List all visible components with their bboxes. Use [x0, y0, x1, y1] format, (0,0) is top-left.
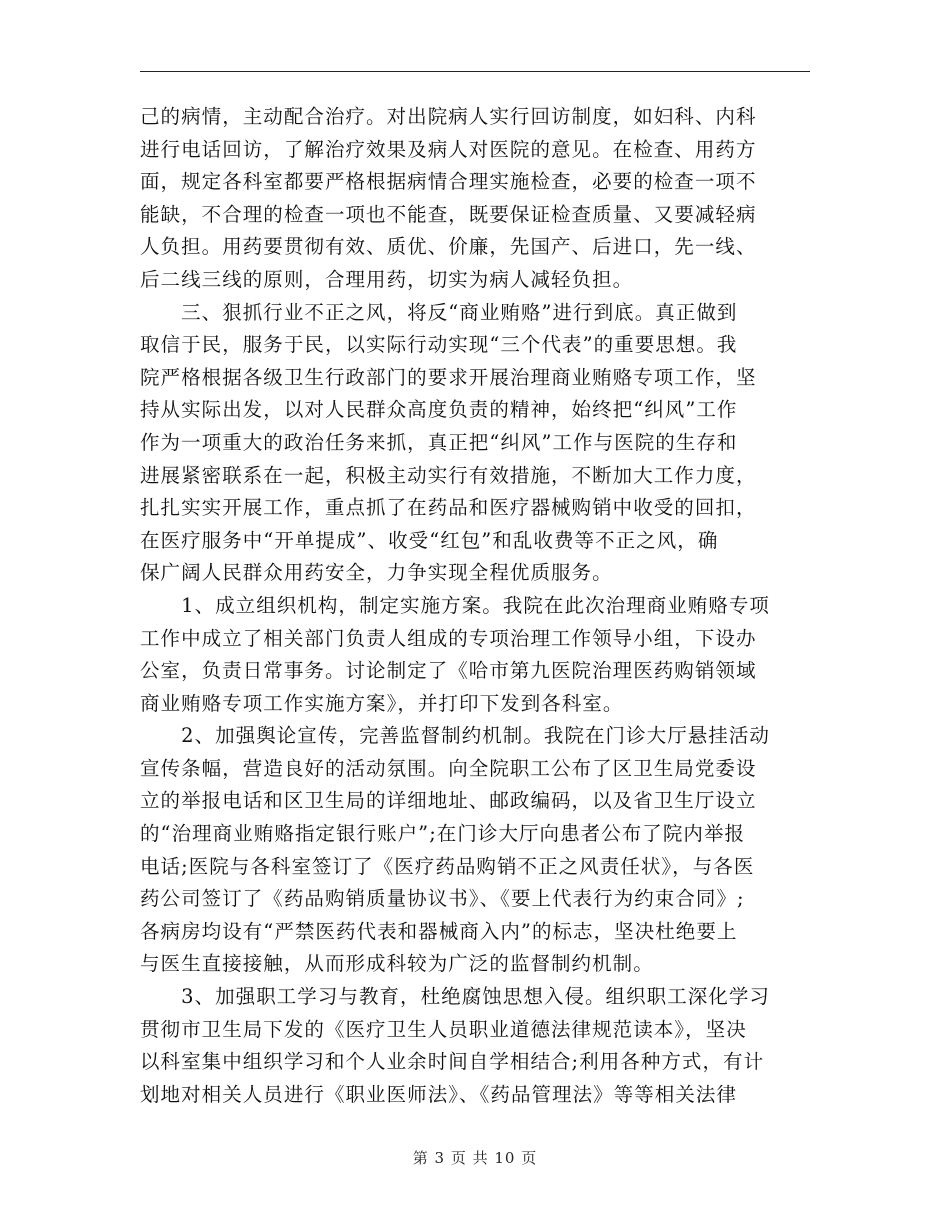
text-line: 各病房均设有“严禁医药代表和器械商入内”的标志，坚决杜绝要上 — [140, 919, 738, 943]
text-line: 贯彻市卫生局下发的《医疗卫生人员职业道德法律规范读本》，坚决 — [140, 1017, 747, 1041]
text-line: 药公司签订了《药品购销质量协议书》、《要上代表行为约束合同》; — [140, 887, 745, 911]
text-line: 电话;医院与各科室签订了《医疗药品购销不正之风责任状》，与各医 — [140, 854, 755, 878]
page-number-label: 第 3 页 共 10 页 — [412, 1149, 538, 1167]
text-line: 院严格根据各级卫生行政部门的要求开展治理商业贿赂专项工作，坚 — [140, 365, 757, 389]
text-line: 保广阔人民群众用药安全，力争实现全程优质服务。 — [140, 561, 613, 585]
text-line: 持从实际出发，以对人民群众高度负责的精神，始终把“纠风”工作 — [140, 398, 738, 422]
text-line: 立的举报电话和区卫生局的详细地址、邮政编码，以及省卫生厅设立 — [140, 789, 757, 813]
text-line: 扎扎实实开展工作，重点抓了在药品和医疗器械购销中收受的回扣， — [140, 496, 757, 520]
text-line: 工作中成立了相关部门负责人组成的专项治理工作领导小组，下设办 — [140, 626, 757, 650]
text-line: 能缺，不合理的检查一项也不能查，既要保证检查质量、又要减轻病 — [140, 202, 757, 226]
page-footer — [0, 1147, 950, 1168]
text-line: 三、狠抓行业不正之风，将反“商业贿赂”进行到底。真正做到 — [140, 300, 738, 324]
text-line: 划地对相关人员进行《职业医师法》、《药品管理法》等等相关法律 — [140, 1082, 738, 1106]
text-line: 宣传条幅，营造良好的活动氛围。向全院职工公布了区卫生局党委设 — [140, 756, 757, 780]
text-line: 面，规定各科室都要严格根据病情合理实施检查，必要的检查一项不 — [140, 170, 757, 194]
text-line: 人负担。用药要贯彻有效、质优、价廉，先国产、后进口，先一线、 — [140, 235, 757, 259]
text-line: 以科室集中组织学习和个人业余时间自学相结合;利用各种方式，有计 — [140, 1050, 765, 1074]
text-line: 作为一项重大的政治任务来抓，真正把“纠风”工作与医院的生存和 — [140, 430, 738, 454]
text-line: 后二线三线的原则，合理用药，切实为病人减轻负担。 — [140, 267, 634, 291]
body-text — [140, 101, 830, 1111]
text-line: 1、成立组织机构，制定实施方案。我院在此次治理商业贿赂专项 — [140, 593, 770, 617]
text-line: 公室，负责日常事务。讨论制定了《哈市第九医院治理医药购销领域 — [140, 659, 757, 683]
text-line: 取信于民，服务于民，以实际行动实现“三个代表”的重要思想。我 — [140, 333, 738, 357]
text-line: 3、加强职工学习与教育，杜绝腐蚀思想入侵。组织职工深化学习 — [140, 985, 770, 1009]
text-line: 商业贿赂专项工作实施方案》，并打印下发到各科室。 — [140, 691, 624, 715]
text-line: 在医疗服务中“开单提成”、收受“红包”和乱收费等不正之风，确 — [140, 528, 719, 552]
text-line: 己的病情，主动配合治疗。对出院病人实行回访制度，如妇科、内科 — [140, 105, 757, 128]
header-rule — [140, 71, 810, 72]
text-line: 进行电话回访，了解治疗效果及病人对医院的意见。在检查、用药方 — [140, 137, 757, 161]
text-line: 与医生直接接触，从而形成科较为广泛的监督制约机制。 — [140, 952, 654, 976]
text-line: 2、加强舆论宣传，完善监督制约机制。我院在门诊大厅悬挂活动 — [140, 724, 770, 748]
text-line: 的“治理商业贿赂指定银行账户”;在门诊大厅向患者公布了院内举报 — [140, 822, 746, 846]
text-line: 进展紧密联系在一起，积极主动实行有效措施，不断加大工作力度， — [140, 463, 757, 487]
